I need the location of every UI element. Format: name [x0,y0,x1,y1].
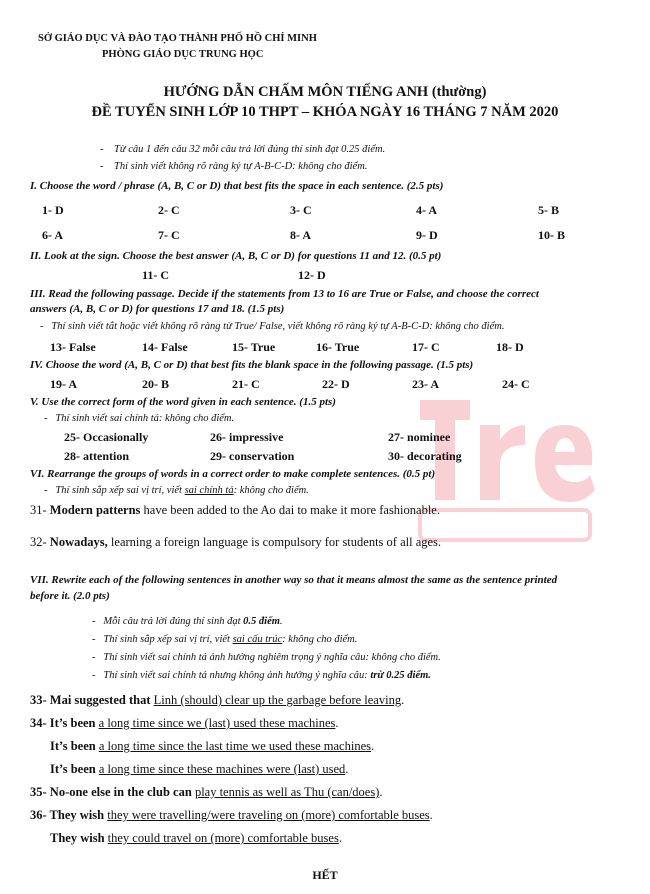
answer-item: 24- C [502,377,530,391]
answer-item: 1- D [42,203,64,217]
answer-item: 7- C [158,228,180,242]
answer-item: 4- A [416,203,437,217]
section-7-heading-cont: before it. (2.0 pts) [30,590,110,602]
answer-item: 22- D [322,377,350,391]
section-1-heading: I. Choose the word / phrase (A, B, C or D) that best fits the space in each sentence. (2.5 pts) [30,180,444,192]
answer-item: 11- C [142,268,169,282]
answer-item: 27- nominee [388,430,451,444]
org-line-1: SỞ GIÁO DỤC VÀ ĐÀO TẠO THÀNH PHỐ HỒ CHÍ MINH [38,33,317,44]
sentence-36-alt: They wish they could travel on (more) comfortable buses. [50,831,342,845]
answer-item: 19- A [50,377,77,391]
answer-item: 15- True [232,340,276,354]
answer-item: 17- C [412,340,440,354]
answer-item: 5- B [538,203,559,217]
sentence-34-alt-1: It’s been a long time since the last time we used these machines. [50,739,375,753]
sentence-36: 36- They wish they were travelling/were traveling on (more) comfortable buses. [30,808,433,822]
watermark-logo [400,380,600,550]
sentence-32: 32- Nowadays, learning a foreign language is compulsory for students of all ages. [30,535,442,549]
answer-item: 23- A [412,377,439,391]
section-5-note: - Thí sinh viết sai chính tả: không cho điểm. [44,413,235,424]
answer-item: 28- attention [64,449,129,463]
general-note: - Thí sinh viết không rõ ràng ký tự A-B-C-D: không cho điểm. [100,161,368,172]
answer-item: 3- C [290,203,312,217]
sentence-31: 31- Modern patterns have been added to the Ao dai to make it more fashionable. [30,503,440,517]
section-3-heading-cont: answers (A, B, C or D) for questions 17 and 18. (1.5 pts) [30,303,285,315]
section-7-note: - Thí sinh viết sai chính tả ảnh hưởng nghiêm trọng ý nghĩa câu: không cho điểm. [92,652,441,663]
answer-item: 9- D [416,228,438,242]
section-7-note: - Thí sinh sắp xếp sai vị trí, viết sai cấu trúc: không cho điểm. [92,634,358,645]
section-4-heading: IV. Choose the word (A, B, C or D) that best fits the blank space in the following passage. (1.5 pts) [30,359,474,371]
sentence-33: 33- Mai suggested that Linh (should) clear up the garbage before leaving. [30,693,405,707]
answer-item: 12- D [298,268,326,282]
answer-item: 25- Occasionally [64,430,149,444]
section-7-note: - Thí sinh viết sai chính tả nhưng không ảnh hưởng ý nghĩa câu: trừ 0.25 điểm. [92,670,431,681]
answer-item: 30- decorating [388,449,462,463]
section-3-heading: III. Read the following passage. Decide if the statements from 13 to 16 are True or False, and choose the correct [30,288,539,300]
answer-item: 26- impressive [210,430,284,444]
answer-item: 13- False [50,340,96,354]
section-7-heading: VII. Rewrite each of the following sentences in another way so that it means almost the same as the sentence printed [30,574,558,586]
answer-item: 18- D [496,340,524,354]
doc-title-line-2: ĐỀ TUYỂN SINH LỚP 10 THPT – KHÓA NGÀY 16 THÁNG 7 NĂM 2020 [91,104,559,120]
answer-item: 14- False [142,340,188,354]
section-2-heading: II. Look at the sign. Choose the best answer (A, B, C or D) for questions 11 and 12. (0.5 pt) [30,250,442,262]
answer-item: 20- B [142,377,169,391]
sentence-35: 35- No-one else in the club can play tennis as well as Thu (can/does). [30,785,383,799]
answer-item: 2- C [158,203,180,217]
org-line-2: PHÒNG GIÁO DỤC TRUNG HỌC [102,49,264,60]
section-7-note: - Mỗi câu trả lời đúng thí sinh đạt 0.5 điểm. [92,616,283,627]
section-5-heading: V. Use the correct form of the word given in each sentence. (1.5 pts) [30,396,336,408]
section-6-heading: VI. Rearrange the groups of words in a correct order to make complete sentences. (0.5 pt) [30,468,436,480]
answer-item: 10- B [538,228,565,242]
general-note: - Từ câu 1 đến câu 32 mỗi câu trả lời đúng thí sinh đạt 0.25 điểm. [100,144,386,155]
section-6-note: - Thí sinh sắp xếp sai vị trí, viết sai chính tả: không cho điểm. [44,485,309,496]
answer-item: 29- conservation [210,449,295,463]
doc-title-line-1: HƯỚNG DẪN CHẤM MÔN TIẾNG ANH (thường) [163,84,487,100]
sentence-34-alt-2: It’s been a long time since these machines were (last) used. [50,762,349,776]
answer-item: 8- A [290,228,311,242]
section-3-note: - Thí sinh viết tắt hoặc viết không rõ ràng từ True/ False, viết không rõ ràng ký tự A-B-C-D: không cho điểm. [40,321,505,332]
answer-item: 6- A [42,228,63,242]
end-marker: HẾT [312,868,338,882]
sentence-34: 34- It’s been a long time since we (last) used these machines. [30,716,339,730]
answer-item: 16- True [316,340,360,354]
answer-item: 21- C [232,377,260,391]
